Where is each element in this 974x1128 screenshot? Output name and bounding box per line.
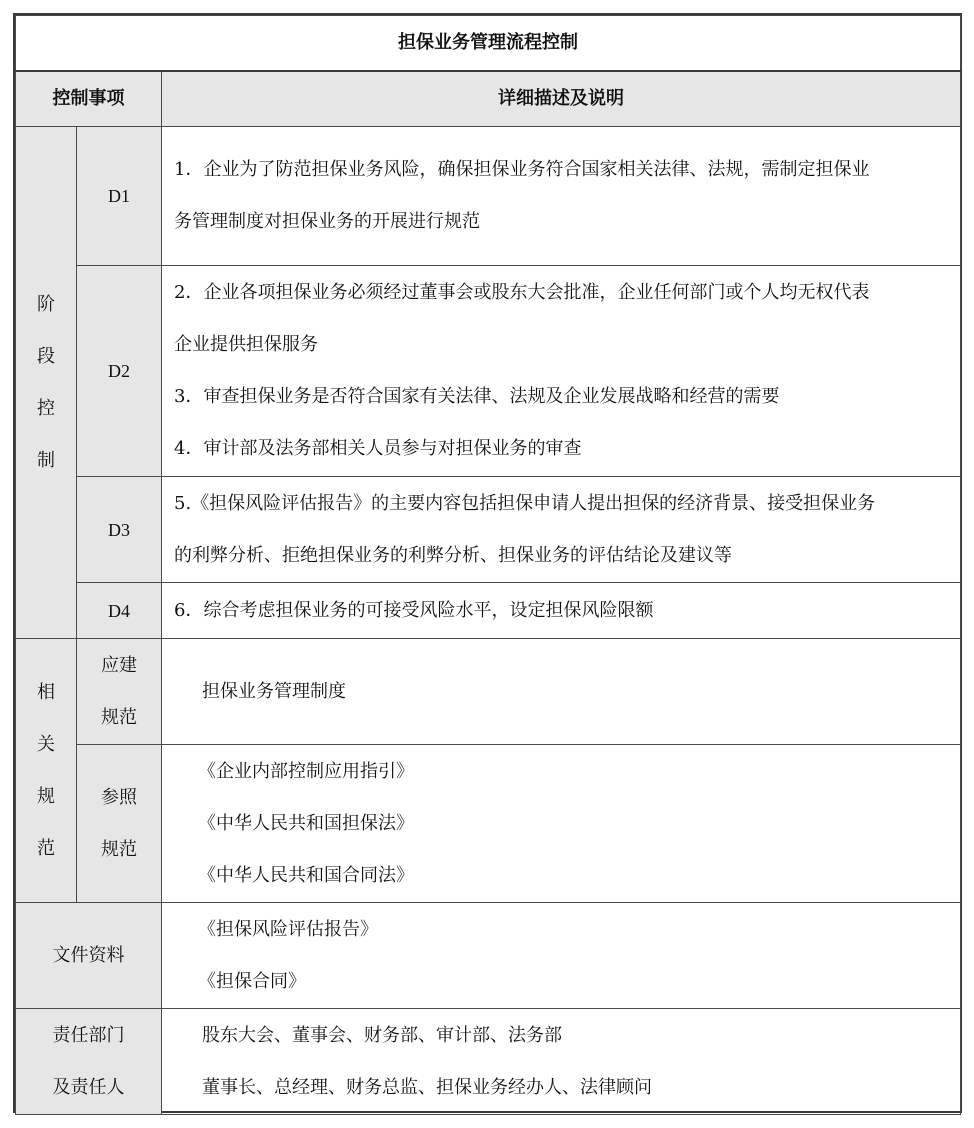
desc-d3: 5.《担保风险评估报告》的主要内容包括担保申请人提出担保的经济背景、接受担保业务 的利弊分析、拒绝担保业务的利弊分析、担保业务的评估结论及建议等 bbox=[162, 477, 961, 583]
table-title: 担保业务管理流程控制 bbox=[16, 16, 961, 72]
reference-items: 《企业内部控制应用指引》 《中华人民共和国担保法》 《中华人民共和国合同法》 bbox=[162, 745, 961, 903]
header-control-item: 控制事项 bbox=[16, 71, 162, 127]
stage-control-label: 阶 段 控 制 bbox=[16, 127, 77, 639]
related-norms-label: 相 关 规 范 bbox=[16, 639, 77, 903]
control-table bbox=[15, 15, 961, 1115]
responsibility-label: 责任部门 及责任人 bbox=[16, 1009, 162, 1115]
code-d1: D1 bbox=[77, 127, 162, 266]
desc-d1: 1．企业为了防范担保业务风险，确保担保业务符合国家相关法律、法规，需制定担保业 务管理制度对担保业务的开展进行规范 bbox=[162, 127, 961, 266]
documents-items: 《担保风险评估报告》 《担保合同》 bbox=[162, 903, 961, 1009]
documents-label: 文件资料 bbox=[16, 903, 162, 1009]
should-build-label: 应建 规范 bbox=[77, 639, 162, 745]
code-d3: D3 bbox=[77, 477, 162, 583]
header-description: 详细描述及说明 bbox=[162, 71, 961, 127]
code-d2: D2 bbox=[77, 266, 162, 477]
desc-d4: 6．综合考虑担保业务的可接受风险水平，设定担保风险限额 bbox=[162, 583, 961, 639]
reference-label: 参照 规范 bbox=[77, 745, 162, 903]
should-build-items: 担保业务管理制度 bbox=[162, 639, 961, 745]
desc-d2: 2．企业各项担保业务必须经过董事会或股东大会批准，企业任何部门或个人均无权代表 企业提供担保服务 3．审查担保业务是否符合国家有关法律、法规及企业发展战略和经营的需要 4．审计部及法务部相关人员参与对担保业务的审查 bbox=[162, 266, 961, 477]
responsibility-items: 股东大会、董事会、财务部、审计部、法务部 董事长、总经理、财务总监、担保业务经办人、法律顾问 bbox=[162, 1009, 961, 1115]
code-d4: D4 bbox=[77, 583, 162, 639]
